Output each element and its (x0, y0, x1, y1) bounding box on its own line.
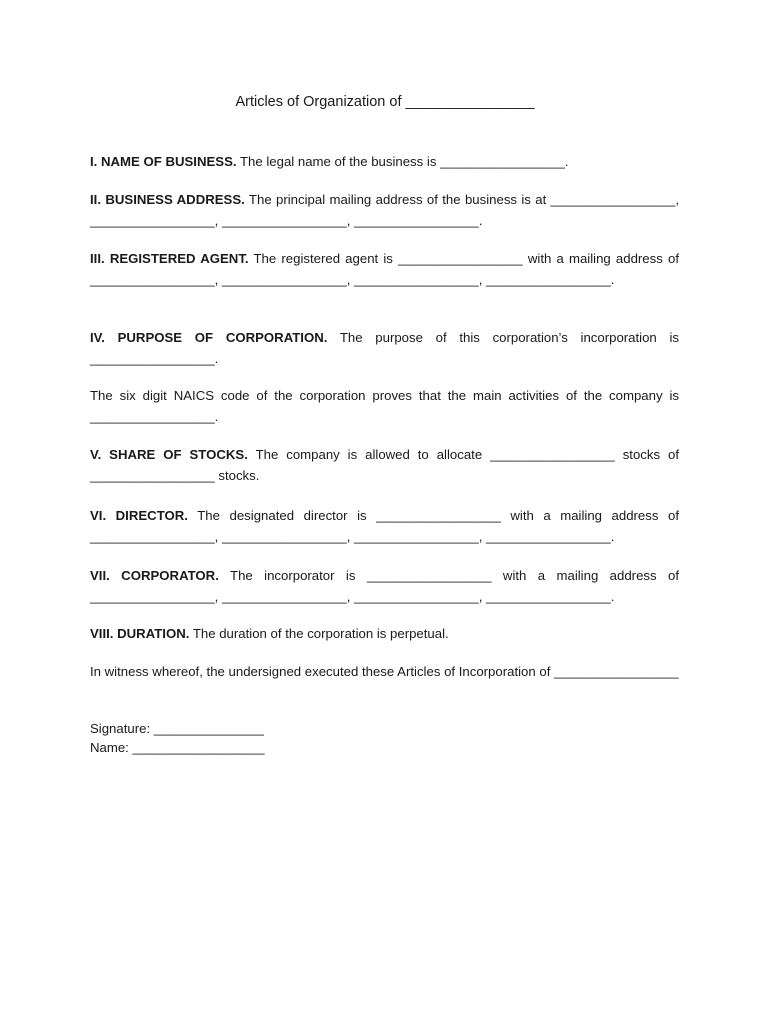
section-duration (90, 623, 679, 644)
section-heading: VIII. DURATION. (90, 626, 190, 641)
section-heading: V. SHARE OF STOCKS. (90, 447, 248, 462)
section-naics-code (90, 385, 679, 427)
section-director (90, 505, 679, 547)
section-body: The duration of the corporation is perpetual. (189, 626, 449, 641)
section-body: The company is allowed to allocate _________________ stocks of _________________ stocks. (90, 447, 679, 483)
section-share-of-stocks (90, 444, 679, 486)
section-heading: VII. CORPORATOR. (90, 568, 219, 583)
section-body: The purpose of this corporation’s incorporation is _________________. (90, 330, 679, 366)
section-heading: I. NAME OF BUSINESS. (90, 154, 237, 169)
section-witness (90, 661, 679, 682)
section-registered-agent (90, 248, 679, 290)
section-body: The designated director is _________________ with a mailing address of _________________, _________________, _________________, _________________. (90, 508, 679, 544)
section-body: The incorporator is _________________ with a mailing address of _________________, _________________, _________________, _________________. (90, 568, 679, 604)
section-business-address (90, 189, 679, 231)
section-purpose (90, 327, 679, 369)
section-body: In witness whereof, the undersigned executed these Articles of Incorporation of _________________ (90, 664, 679, 679)
section-heading: II. BUSINESS ADDRESS. (90, 192, 245, 207)
signature-line: Signature: _______________ (90, 721, 264, 736)
section-corporator (90, 565, 679, 607)
section-heading: IV. PURPOSE OF CORPORATION. (90, 330, 328, 345)
section-body: The six digit NAICS code of the corporation proves that the main activities of the company is _________________. (90, 388, 679, 424)
name-line: Name: __________________ (90, 740, 265, 755)
section-body: The principal mailing address of the business is at _________________, _________________, _________________, _________________. (90, 192, 679, 228)
section-body: The legal name of the business is _________________. (236, 154, 569, 169)
section-name-of-business (90, 151, 679, 172)
section-heading: VI. DIRECTOR. (90, 508, 188, 523)
section-heading: III. REGISTERED AGENT. (90, 251, 249, 266)
section-body: The registered agent is _________________ with a mailing address of _________________, _________________, _________________, _________________. (90, 251, 679, 287)
document-title: Articles of Organization of ________________ (235, 94, 535, 110)
